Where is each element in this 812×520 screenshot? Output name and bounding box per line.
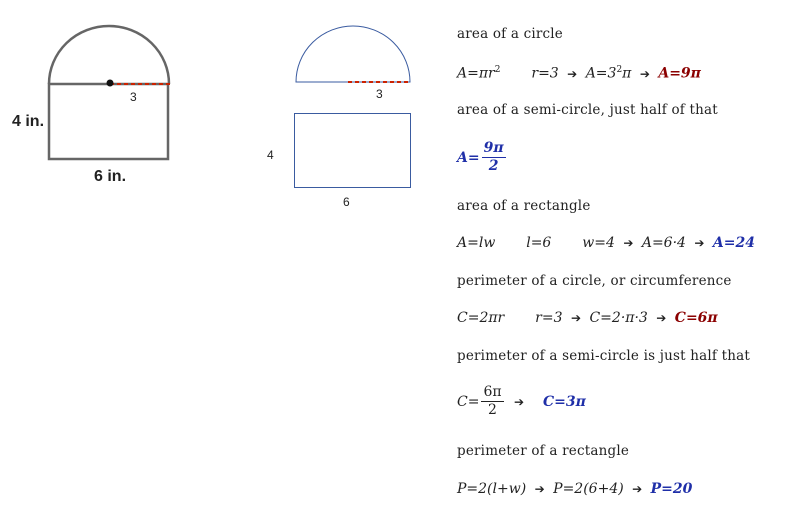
step3-width: w=4 xyxy=(582,235,615,251)
left-rectangle xyxy=(49,84,168,159)
step3-equation-row xyxy=(457,235,755,251)
step5-fraction xyxy=(481,385,503,419)
step3-formula: A=lw xyxy=(457,235,496,251)
step1-sub-pi: π xyxy=(622,65,632,82)
arrow-icon: ➔ xyxy=(632,482,643,496)
step2-lhs: A= xyxy=(457,149,480,166)
step1-formula-exp: 2 xyxy=(494,65,501,75)
step5-numerator: 6π xyxy=(481,385,503,402)
arrow-icon: ➔ xyxy=(623,236,634,250)
arrow-icon: ➔ xyxy=(694,236,705,250)
left-radius-label: 3 xyxy=(130,90,137,104)
step2-answer xyxy=(457,141,508,175)
step4-radius: r=3 xyxy=(535,310,563,326)
step1-substitution: A=3 xyxy=(585,65,617,82)
right-rectangle xyxy=(295,114,411,188)
arrow-icon: ➔ xyxy=(570,311,582,325)
step3-substitution: A=6·4 xyxy=(641,235,686,251)
arrow-icon: ➔ xyxy=(567,66,578,81)
step2-caption: area of a semi-circle, just half of that xyxy=(457,102,718,118)
left-semicircle-arc xyxy=(49,26,169,84)
step1-answer: A=9π xyxy=(658,65,701,82)
right-radius-label: 3 xyxy=(376,87,383,101)
step3-length: l=6 xyxy=(526,235,552,251)
step4-caption: perimeter of a circle, or circumference xyxy=(457,273,732,289)
arrow-icon: ➔ xyxy=(639,66,650,81)
step1-formula: A=πr xyxy=(457,65,495,82)
step5-equation-row xyxy=(457,385,586,419)
step5-answer: C=3π xyxy=(542,393,586,410)
step1-sub-exp: 2 xyxy=(616,65,623,75)
step2-fraction xyxy=(482,141,506,175)
step6-caption: perimeter of a rectangle xyxy=(457,443,630,459)
step3-answer: A=24 xyxy=(712,235,755,251)
step6-formula: P=2(l+w) xyxy=(457,481,527,497)
step5-caption: perimeter of a semi-circle is just half that xyxy=(457,348,750,364)
step1-equation-row xyxy=(457,65,701,82)
step6-equation-row xyxy=(457,481,692,497)
step4-answer: C=6π xyxy=(674,310,718,326)
step2-denominator: 2 xyxy=(488,158,499,175)
right-width-label: 6 xyxy=(343,195,350,209)
step6-answer: P=20 xyxy=(650,481,693,497)
right-height-label: 4 xyxy=(267,148,274,162)
left-width-label: 6 in. xyxy=(94,168,127,185)
step1-caption: area of a circle xyxy=(457,26,563,42)
left-height-label: 4 in. xyxy=(12,113,45,130)
step4-equation-row xyxy=(457,310,718,326)
step3-caption: area of a rectangle xyxy=(457,198,591,214)
arrow-icon: ➔ xyxy=(514,394,525,409)
step5-denominator: 2 xyxy=(488,402,497,419)
step4-formula: C=2πr xyxy=(457,310,505,326)
right-semicircle xyxy=(296,26,410,82)
step1-radius: r=3 xyxy=(531,65,559,82)
arrow-icon: ➔ xyxy=(656,311,667,325)
step5-lhs: C= xyxy=(457,393,480,410)
step4-substitution: C=2·π·3 xyxy=(589,310,648,326)
arrow-icon: ➔ xyxy=(534,482,545,496)
step6-substitution: P=2(6+4) xyxy=(553,481,624,497)
right-figures xyxy=(280,20,430,200)
step2-numerator: 9π xyxy=(482,141,506,158)
left-center-dot xyxy=(107,80,114,87)
